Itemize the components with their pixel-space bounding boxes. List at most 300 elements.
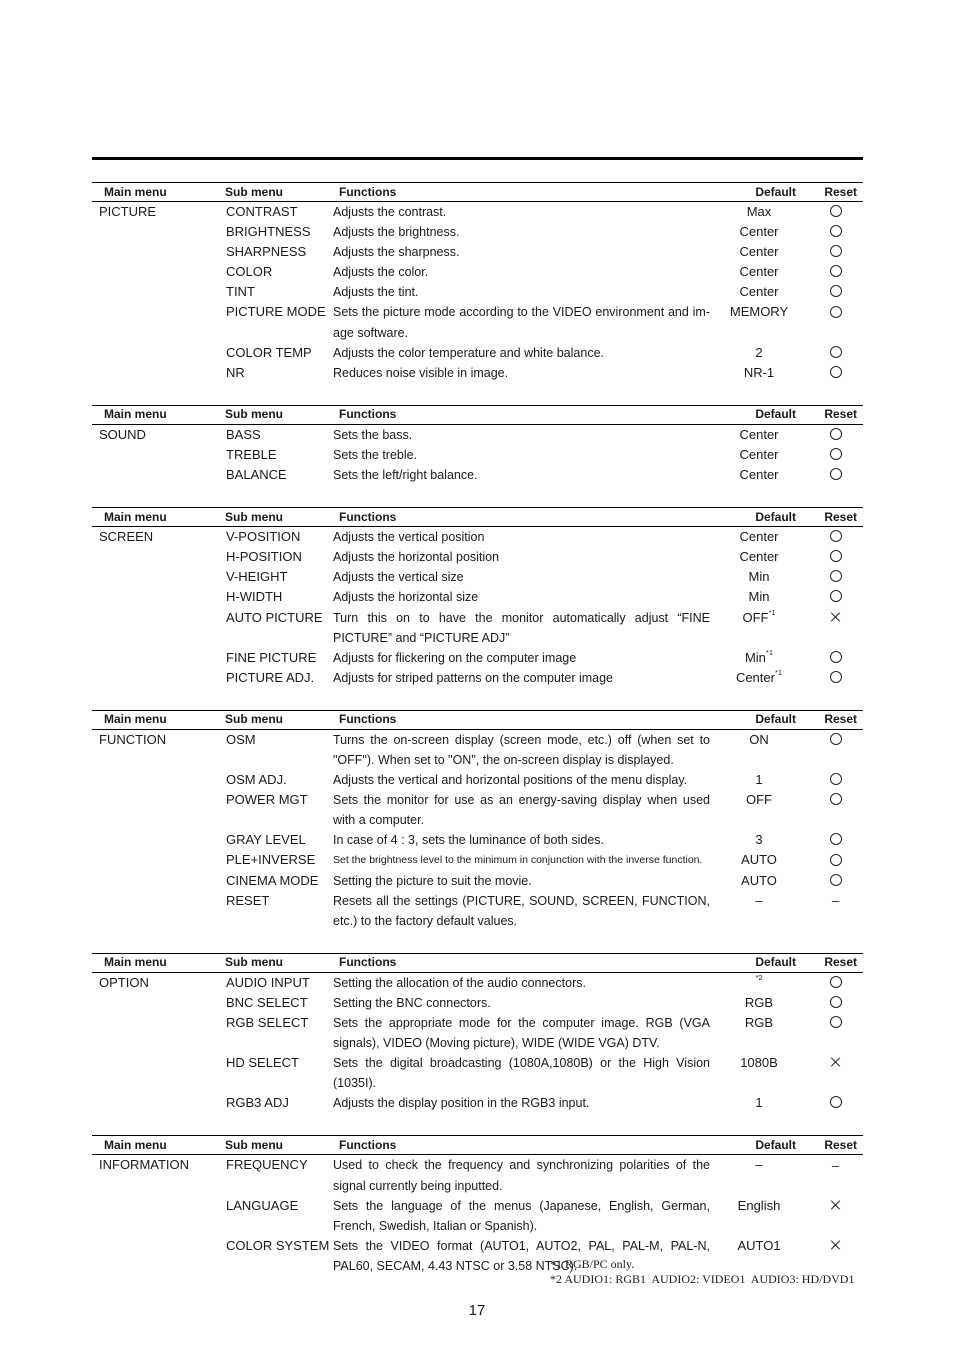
default-cell [716,222,802,242]
sub-menu-cell: LANGUAGE [226,1197,299,1213]
table-row [92,1155,863,1196]
sub-menu-cell: OSM [226,731,256,747]
reset-cell [802,343,863,363]
main-menu-cell: SOUND [99,426,146,442]
menu-tables [92,182,863,1298]
table-row [92,1053,863,1093]
header-default: Default [716,710,802,729]
reset-cell [802,972,863,993]
table-row [92,424,863,445]
header-reset: Reset [802,1136,863,1155]
table-row [92,830,863,850]
top-rule [92,157,863,160]
table-row [92,445,863,465]
table-header-row [92,1136,863,1155]
circle-icon [830,996,842,1008]
sub-menu-cell: COLOR TEMP [226,344,312,360]
circle-icon [830,530,842,542]
circle-icon [830,346,842,358]
reset-cell [802,770,863,790]
default-value: Min [748,569,770,585]
default-cell [716,465,802,485]
function-cell: Sets the treble. [333,447,418,462]
function-cell: Adjusts the sharpness. [333,245,460,260]
default-cell [716,302,802,342]
sub-menu-cell: RGB SELECT [226,1015,309,1030]
default-cell [716,1155,802,1196]
default-value: – [755,892,763,908]
reset-cell [802,587,863,607]
circle-icon [830,1096,842,1108]
main-menu-cell [92,891,219,931]
table-row [92,850,863,870]
table-header-row [92,405,863,424]
table-row [92,343,863,363]
sub-menu-cell: CONTRAST [226,204,298,219]
table-header-row [92,710,863,729]
table-row [92,282,863,302]
reset-cell [802,648,863,668]
circle-icon [830,366,842,378]
dash-icon: – [831,893,840,909]
default-value: Center [739,529,779,545]
function-cell: Reduces noise visible in image. [333,365,509,380]
sub-menu-cell: FREQUENCY [226,1157,308,1173]
default-value: AUTO [741,872,777,888]
header-default: Default [716,183,802,202]
default-value: – [755,1157,763,1173]
footnote-1: *1 RGB/PC only. [550,1257,635,1271]
default-value: Center [735,669,775,685]
main-menu-cell [92,993,219,1013]
default-value: Center [739,467,779,483]
header-main-menu: Main menu [92,1136,219,1155]
main-menu-cell [92,1053,219,1093]
default-value: MEMORY [729,304,789,320]
default-cell [716,1053,802,1093]
table-row [92,668,863,688]
function-cell: Adjusts the horizontal position [333,550,500,565]
reset-cell [802,282,863,302]
default-cell [716,363,802,383]
table-row [92,891,863,931]
reset-cell [802,547,863,567]
sub-menu-cell: OSM ADJ. [226,772,287,788]
sub-menu-cell: HD SELECT [226,1055,299,1071]
reset-cell [802,262,863,282]
main-menu-cell [92,830,219,850]
table-header-row [92,508,863,527]
function-cell: Adjusts the brightness. [333,225,460,240]
reset-cell [802,465,863,485]
table-row [92,302,863,342]
circle-icon [830,1016,842,1028]
default-cell [716,668,802,688]
default-cell [716,262,802,282]
circle-icon [830,570,842,582]
default-footnote-ref: *1 [765,647,774,657]
reset-cell [802,222,863,242]
circle-icon [830,833,842,845]
sub-menu-cell: SHARPNESS [226,244,307,260]
circle-icon [830,225,842,237]
reset-cell [802,1093,863,1113]
default-cell [716,830,802,850]
cross-icon [830,1056,842,1068]
circle-icon [830,874,842,886]
default-cell [716,547,802,567]
reset-cell [802,1196,863,1236]
header-main-menu: Main menu [92,710,219,729]
function-cell: Adjusts the horizontal size [333,590,479,605]
main-menu-cell [92,608,219,648]
header-functions: Functions [333,710,716,729]
reset-cell [802,424,863,445]
sub-menu-cell: POWER MGT [226,792,308,808]
sub-menu-cell: TREBLE [226,446,277,462]
header-sub-menu: Sub menu [219,183,333,202]
circle-icon [830,245,842,257]
circle-icon [830,550,842,562]
table-row [92,790,863,830]
function-cell: Sets the digital broadcasting (1080A,1080B) or the High Vision (1035I). [333,1056,710,1091]
table-row [92,242,863,262]
table-row [92,972,863,993]
reset-cell [802,1013,863,1053]
sub-menu-cell: COLOR SYSTEM [226,1237,330,1253]
default-value: OFF [742,609,769,625]
circle-icon [830,428,842,440]
default-footnote-ref: *2 [755,972,763,982]
table-row [92,465,863,485]
default-cell [716,648,802,668]
table-row [92,587,863,607]
function-cell: In case of 4 : 3, sets the luminance of both sides. [333,833,604,848]
default-value: Center [739,224,779,240]
function-cell: Setting the picture to suit the movie. [333,873,532,888]
sub-menu-cell: RESET [226,892,270,908]
header-main-menu: Main menu [92,953,219,972]
table-row [92,648,863,668]
reset-cell [802,608,863,648]
main-menu-cell [92,1093,219,1113]
table-row [92,871,863,891]
default-cell [716,729,802,770]
sub-menu-cell: NR [226,364,245,380]
header-sub-menu: Sub menu [219,710,333,729]
default-value: Center [739,549,779,565]
main-menu-cell [92,871,219,891]
header-default: Default [716,1136,802,1155]
reset-cell [802,363,863,383]
default-cell [716,871,802,891]
default-cell [716,202,802,223]
default-cell [716,424,802,445]
footnote-2: *2 AUDIO1: RGB1 AUDIO2: VIDEO1 AUDIO3: HD/DVD1 [550,1272,855,1286]
default-cell [716,608,802,648]
header-sub-menu: Sub menu [219,1136,333,1155]
main-menu-cell [92,1196,219,1236]
default-value: RGB [744,994,774,1010]
main-menu-cell [92,465,219,485]
header-reset: Reset [802,405,863,424]
sub-menu-cell: V-HEIGHT [226,569,288,585]
table-row [92,1196,863,1236]
table-header-row [92,183,863,202]
default-value: Min [748,589,770,605]
main-menu-cell [92,445,219,465]
default-value: 1 [755,772,763,788]
default-value: Center [739,446,779,462]
table-row [92,363,863,383]
circle-icon [830,468,842,480]
reset-cell [802,242,863,262]
main-menu-cell [92,363,219,383]
table-row [92,1013,863,1053]
header-default: Default [716,953,802,972]
default-cell [716,850,802,870]
function-cell: Sets the appropriate mode for the computer image. RGB (VGA signals), VIDEO (Moving picture), WIDE (WIDE VGA) DTV. [333,1016,710,1051]
circle-icon [830,733,842,745]
default-value: NR-1 [743,364,775,380]
default-value: RGB [744,1015,774,1030]
circle-icon [830,306,842,318]
main-menu-cell [92,770,219,790]
main-menu-cell [92,850,219,870]
reset-cell [802,993,863,1013]
dash-icon: – [831,1157,840,1173]
function-cell: Adjusts the vertical position [333,530,485,545]
sub-menu-cell: BRIGHTNESS [226,224,311,240]
header-sub-menu: Sub menu [219,405,333,424]
reset-cell [802,871,863,891]
function-cell: Turns the on-screen display (screen mode, etc.) off (when set to "OFF"). When set to "ON", the on-screen display is displayed. [333,732,710,767]
default-footnote-ref: *1 [774,667,783,677]
sub-menu-cell: H-POSITION [226,549,302,565]
sub-menu-cell: BALANCE [226,467,287,483]
reset-cell [802,567,863,587]
header-sub-menu: Sub menu [219,508,333,527]
header-functions: Functions [333,1136,716,1155]
default-value: AUTO [741,852,777,868]
reset-cell [802,202,863,223]
menu-table-function [92,710,863,931]
default-value: 1 [755,1095,763,1111]
header-default: Default [716,405,802,424]
function-cell: Adjusts the vertical size [333,570,464,585]
main-menu-cell: SCREEN [99,529,154,545]
page-number: 17 [468,1302,486,1319]
reset-cell [802,445,863,465]
footnotes [550,1257,854,1287]
default-cell [716,972,802,993]
circle-icon [830,793,842,805]
default-value: ON [749,731,769,747]
menu-table-screen [92,507,863,688]
sub-menu-cell: RGB3 ADJ [226,1095,289,1111]
header-main-menu: Main menu [92,183,219,202]
header-functions: Functions [333,508,716,527]
default-footnote-ref: *1 [768,607,776,617]
main-menu-cell [92,262,219,282]
table-row [92,993,863,1013]
table-row [92,1093,863,1113]
table-row [92,222,863,242]
menu-table-information [92,1135,863,1276]
table-row [92,527,863,548]
default-value: Min [744,649,766,665]
sub-menu-cell: BNC SELECT [226,994,308,1010]
header-reset: Reset [802,183,863,202]
sub-menu-cell: CINEMA MODE [226,872,319,888]
reset-cell [802,790,863,830]
main-menu-cell [92,242,219,262]
default-cell [716,1093,802,1113]
main-menu-cell: FUNCTION [99,731,167,747]
circle-icon [830,854,842,866]
function-cell: Adjusts the display position in the RGB3 input. [333,1096,590,1111]
function-cell: Resets all the settings (PICTURE, SOUND, SCREEN, FUNCTION, etc.) to the factory default values. [333,893,710,928]
function-cell: Sets the bass. [333,427,413,442]
default-cell [716,527,802,548]
header-reset: Reset [802,953,863,972]
sub-menu-cell: PICTURE MODE [226,304,326,320]
cross-icon [830,611,842,623]
table-row [92,770,863,790]
function-cell: Sets the language of the menus (Japanese, English, German, French, Swedish, Italian or Spanish). [333,1198,710,1233]
main-menu-cell [92,222,219,242]
header-functions: Functions [333,183,716,202]
header-main-menu: Main menu [92,405,219,424]
default-value: Center [739,426,779,442]
sub-menu-cell: BASS [226,426,261,442]
sub-menu-cell: AUDIO INPUT [226,974,310,990]
sub-menu-cell: AUTO PICTURE [226,609,323,625]
default-cell [716,993,802,1013]
reset-cell [802,891,863,931]
function-cell: Sets the monitor for use as an energy-saving display when used with a computer. [333,793,710,828]
table-row [92,729,863,770]
table-row [92,202,863,223]
main-menu-cell: INFORMATION [99,1157,190,1173]
main-menu-cell [92,547,219,567]
sub-menu-cell: PICTURE ADJ. [226,669,315,685]
circle-icon [830,651,842,663]
header-reset: Reset [802,710,863,729]
function-cell: Setting the allocation of the audio connectors. [333,975,586,990]
default-value: Center [739,284,779,300]
function-cell: Sets the left/right balance. [333,468,478,483]
default-cell [716,1196,802,1236]
default-value: OFF [746,792,772,808]
main-menu-cell: OPTION [99,974,149,990]
cross-icon [830,1239,842,1251]
main-menu-cell [92,343,219,363]
default-cell [716,790,802,830]
header-sub-menu: Sub menu [219,953,333,972]
default-cell [716,1013,802,1053]
default-cell [716,242,802,262]
main-menu-cell [92,648,219,668]
main-menu-cell [92,1236,219,1276]
default-cell [716,343,802,363]
sub-menu-cell: TINT [226,284,255,300]
main-menu-cell [92,790,219,830]
header-functions: Functions [333,953,716,972]
main-menu-cell [92,587,219,607]
menu-table-sound [92,405,863,485]
function-cell: Sets the VIDEO format (AUTO1, AUTO2, PAL, PAL-M, PAL-N, PAL60, SECAM, 4.43 NTSC or 3.58 NTSC). [333,1238,710,1273]
default-value: English [737,1197,781,1213]
circle-icon [830,976,842,988]
function-cell: Sets the picture mode according to the VIDEO environment and im-age software. [333,305,710,340]
table-header-row [92,953,863,972]
function-cell: Setting the BNC connectors. [333,995,491,1010]
function-cell: Adjusts the color temperature and white balance. [333,345,604,360]
cross-icon [830,1199,842,1211]
function-cell: Adjusts the contrast. [333,205,447,219]
header-default: Default [716,508,802,527]
reset-cell [802,850,863,870]
main-menu-cell [92,1013,219,1053]
default-value: 2 [755,344,763,360]
menu-table-option [92,953,863,1114]
table-row [92,567,863,587]
default-cell [716,567,802,587]
circle-icon [830,448,842,460]
circle-icon [830,773,842,785]
sub-menu-cell: H-WIDTH [226,589,283,605]
function-cell: Adjusts the color. [333,265,429,280]
function-cell: Used to check the frequency and synchronizing polarities of the signal currently being inputted. [333,1158,710,1193]
default-value: 3 [755,832,763,848]
table-row [92,547,863,567]
function-cell: Set the brightness level to the minimum in conjunction with the inverse function. [333,854,703,867]
default-value: Center [739,244,779,260]
default-value: Max [746,204,772,219]
default-cell [716,587,802,607]
reset-cell [802,1155,863,1196]
reset-cell [802,668,863,688]
main-menu-cell [92,668,219,688]
default-value: AUTO1 [737,1237,781,1253]
main-menu-cell [92,282,219,302]
default-value: 1080B [740,1055,778,1071]
circle-icon [830,265,842,277]
sub-menu-cell: COLOR [226,264,273,280]
function-cell: Adjusts for striped patterns on the computer image [333,670,614,685]
function-cell: Adjusts the tint. [333,285,419,300]
circle-icon [830,205,842,217]
header-functions: Functions [333,405,716,424]
sub-menu-cell: GRAY LEVEL [226,832,306,848]
sub-menu-cell: FINE PICTURE [226,649,317,665]
main-menu-cell: PICTURE [99,204,157,219]
sub-menu-cell: PLE+INVERSE [226,852,316,868]
function-cell: Adjusts the vertical and horizontal positions of the menu display. [333,773,688,788]
function-cell: Adjusts for flickering on the computer image [333,650,577,665]
circle-icon [830,671,842,683]
default-value: Center [739,264,779,280]
circle-icon [830,285,842,297]
reset-cell [802,527,863,548]
function-cell: Turn this on to have the monitor automatically adjust “FINE PICTURE” and “PICTURE ADJ” [333,610,710,645]
default-cell [716,282,802,302]
table-row [92,262,863,282]
reset-cell [802,830,863,850]
default-cell [716,891,802,931]
reset-cell [802,302,863,342]
